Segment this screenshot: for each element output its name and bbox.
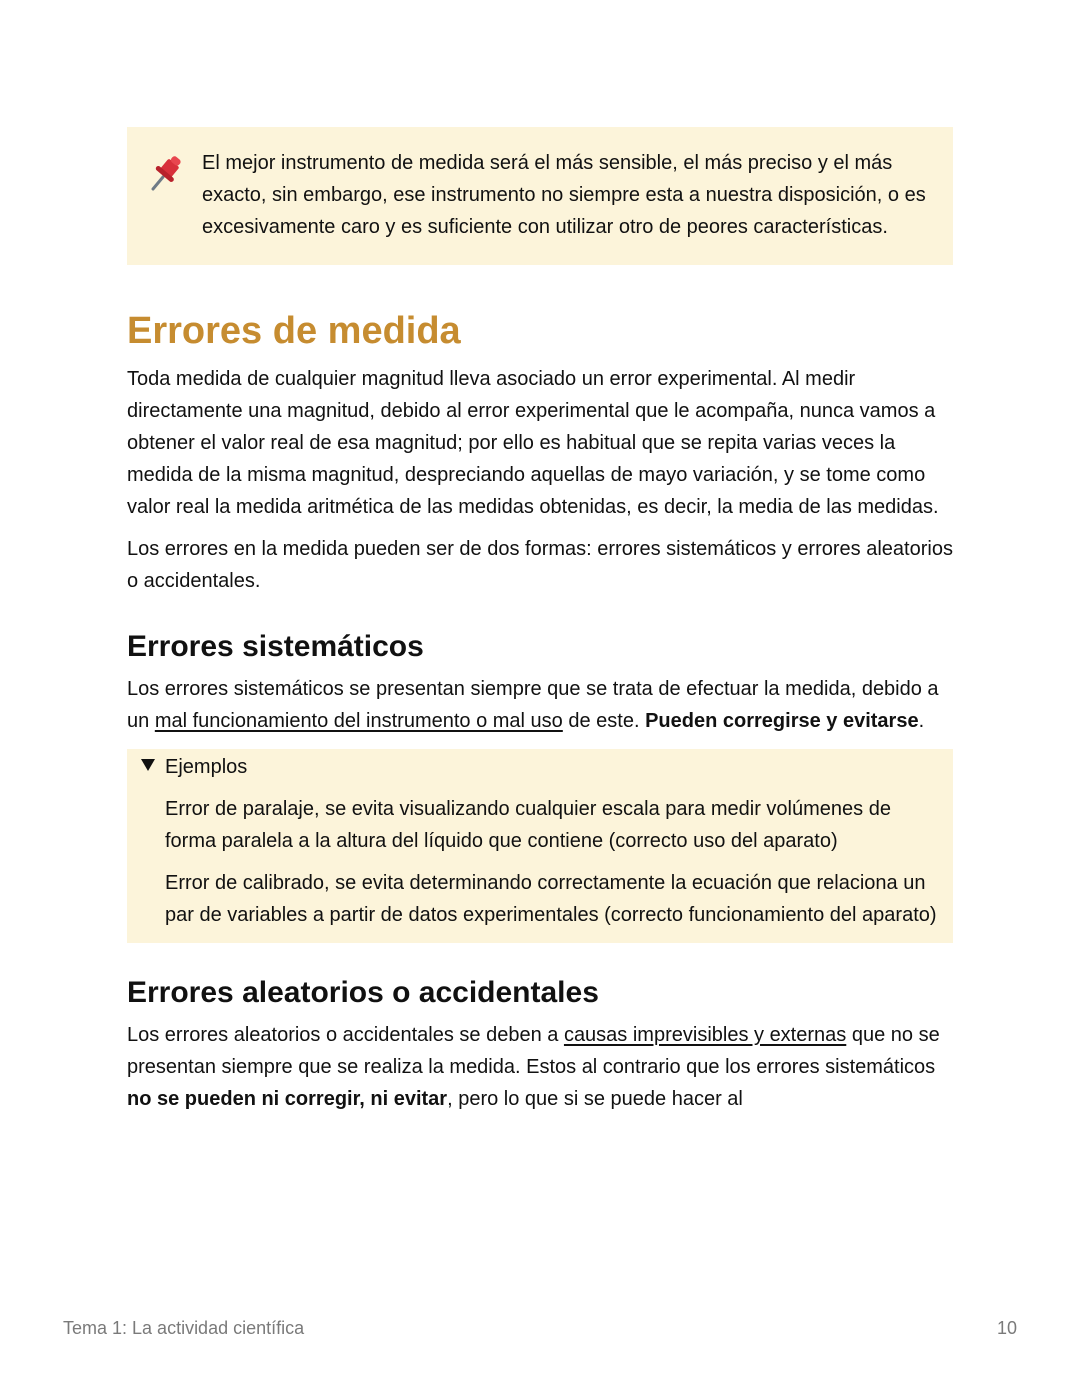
paragraph-errores-medida-2: Los errores en la medida pueden ser de dos formas: errores sistemáticos y errores aleatorios o accidentales.	[127, 538, 953, 592]
paragraph-errores-sistematicos	[127, 673, 953, 737]
pushpin-icon	[147, 153, 187, 200]
text-segment: de este.	[562, 710, 646, 732]
examples-toggle-content	[141, 783, 941, 931]
text-segment: Los errores sistemáticos se presentan siempre que se trata de efectuar la medida, debido a un	[127, 678, 939, 732]
bold-text: no se pueden ni corregir, ni evitar	[127, 1088, 448, 1110]
examples-toggle[interactable]	[141, 751, 941, 783]
footer-chapter-title: Tema 1: La actividad científica	[63, 1318, 305, 1338]
paragraph-errores-aleatorios	[127, 1019, 953, 1115]
text-segment: Los errores aleatorios o accidentales se deben a	[127, 1024, 564, 1046]
examples-toggle-block	[127, 749, 953, 943]
example-item-paralaje: Error de paralaje, se evita visualizando cualquier escala para medir volúmenes de forma paralela a la altura del líquido que contiene (correcto uso del aparato)	[165, 798, 891, 852]
underlined-text: mal funcionamiento del instrumento o mal uso	[154, 710, 563, 732]
paragraph-errores-medida-1: Toda medida de cualquier magnitud lleva asociado un error experimental. Al medir directamente una magnitud, debido al error experimental que le acompaña, nunca vamos a obtener el valor real de esa magnitud; por ello es habitual que se repita varias veces la medida de la misma magnitud, despreciando aquellas de mayo variación, y se tome como valor real la medida aritmética de las medidas obtenidas, es decir, la media de las medidas.	[127, 368, 939, 518]
text-segment: que no se presentan siempre que se realiza la medida. Estos al contrario que los errores sistemáticos	[127, 1024, 940, 1078]
text-segment: .	[918, 710, 925, 732]
bold-text: Pueden corregirse y evitarse	[645, 710, 919, 732]
text-segment: , pero lo que si se puede hacer al	[447, 1088, 743, 1110]
footer-page-number: 10	[996, 1318, 1017, 1338]
underlined-text: causas imprevisibles y externas	[563, 1024, 847, 1046]
heading-errores-aleatorios: Errores aleatorios o accidentales	[127, 976, 599, 1009]
callout-box	[127, 127, 953, 265]
page-content	[127, 127, 953, 1125]
heading-errores-de-medida: Errores de medida	[127, 310, 461, 352]
heading-errores-sistematicos: Errores sistemáticos	[127, 630, 424, 663]
triangle-down-icon[interactable]	[141, 751, 157, 783]
callout-text: El mejor instrumento de medida será el más sensible, el más preciso y el más exacto, sin embargo, ese instrumento no siempre esta a nuestra disposición, o es excesivamente caro y es suficiente con utilizar otro de peores características.	[202, 152, 926, 238]
example-item-calibrado: Error de calibrado, se evita determinando correctamente la ecuación que relaciona un par de variables a partir de datos experimentales (correcto funcionamiento del aparato)	[165, 872, 937, 926]
examples-toggle-label: Ejemplos	[165, 756, 248, 778]
